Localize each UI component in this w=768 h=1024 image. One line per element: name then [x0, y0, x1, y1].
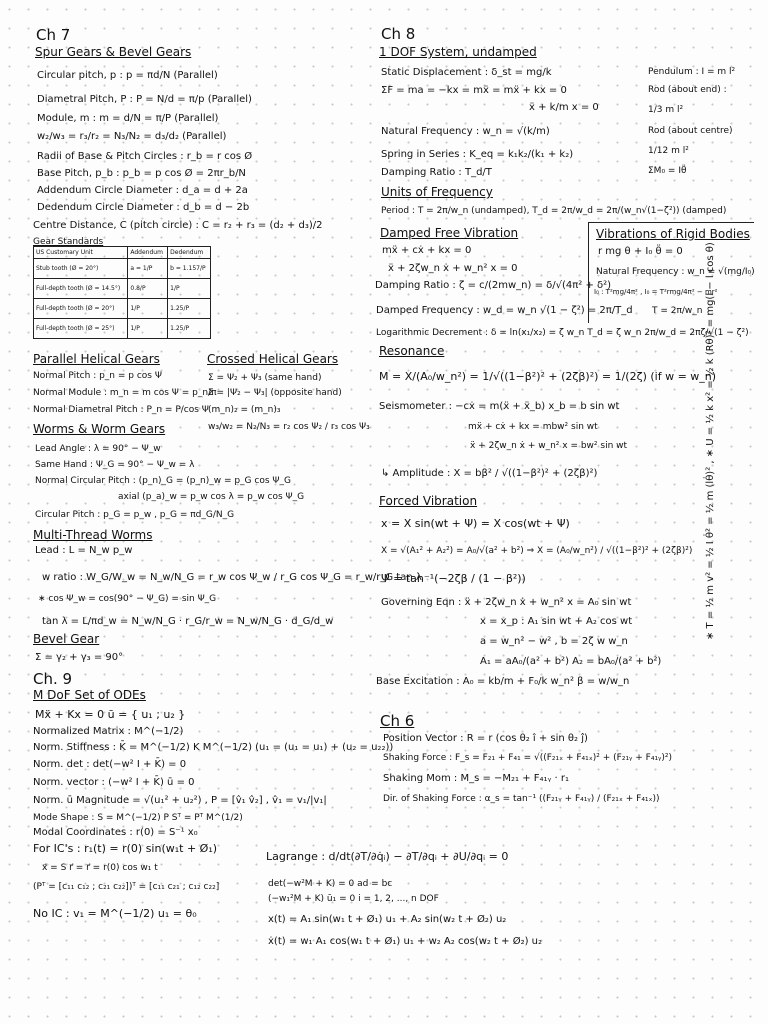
gear-ratio-line: w₂/w₃ = r₃/r₂ = N₃/N₂ = d₃/d₂ (Parallel) [37, 131, 227, 142]
table-cell: 1/P [128, 319, 168, 339]
shaking-force-line: Shaking Force : F_s = F₂₁ + F₄₁ = √((F₂₁ₓ + F₄₁ₓ)² + (F₂₁ᵧ + F₄₁ᵧ)²) [383, 753, 673, 763]
diametral-pitch-line: Diametral Pitch, P : P = N/d = π/p (Parallel) [37, 94, 252, 105]
energy-expressions-vertical: ∗ T = ½ m v² = ½ I θ̇² = ½ m (lθ̇)² , ∗ U = ½ k x² = ½ k (Rθ)² = mg(l − l cos θ) [705, 242, 716, 640]
table-cell: 1/P [128, 299, 168, 319]
circular-pitch-line: Circular pitch, p : p = πd/N (Parallel) [37, 70, 218, 81]
table-cell: b = 1.157/P [168, 259, 211, 279]
table-header-row [34, 247, 211, 259]
addendum-line: Addendum Circle Diameter : d_a = d + 2a [37, 185, 248, 196]
ch9-title: Ch. 9 [33, 670, 73, 688]
lagrange-equation: Lagrange : d/dt(∂T/∂q̇ᵢ) − ∂T/∂qᵢ + ∂U/∂qᵢ = 0 [266, 850, 509, 863]
forced-line-1: x = X sin(wt + Ψ) = X cos(wt + Ψ) [381, 517, 570, 530]
mdof-heading: M DoF Set of ODEs [33, 688, 146, 702]
rigid-bodies-heading: Vibrations of Rigid Bodies [596, 227, 750, 241]
newton-line: ΣF = ma = −kx = mẍ = mẍ + kx = 0 [381, 85, 567, 96]
seismometer-eq-2: ẍ + 2ζw_n ẋ + w_n² x = bw² sin wt [470, 441, 628, 451]
ch6-title: Ch 6 [380, 712, 415, 730]
crossed-helical-heading: Crossed Helical Gears [207, 352, 339, 366]
damped-frequency-line: Damped Frequency : w_d = w_n √(1 − ζ²) = 2π/T_d [376, 305, 633, 316]
seismometer-line: Seismometer : −cẋ = m(ẍ + ẍ_b) x_b = b sin wt [379, 401, 620, 412]
a1-a2-line: A₁ = aA₀/(a² + b²) A₂ = bA₀/(a² + b²) [480, 656, 662, 667]
ch8-title: Ch 8 [381, 25, 416, 43]
same-hand-line: Same Hand : Ψ_G = 90° − Ψ_w = λ [35, 460, 195, 470]
ch7-title: Ch 7 [36, 26, 71, 44]
tan-lambda-line: tan λ = L/πd_w = N_w/N_G · r_G/r_w = N_w/N_G · d_G/d_w [42, 616, 334, 627]
dedendum-line: Dedendum Circle Diameter : d_b = d − 2b [37, 202, 250, 213]
rod-end-label: Rod (about end) : [648, 85, 727, 95]
ch9-line-6: Norm. ū Magnitude = √(u₁² + u₂²) , P = [v̂₁ v̂₂] , v̂₁ = v₁/|v₁| [33, 795, 327, 806]
ch9-line-10: x⃗ = S r⃗ = r⃗ = r(0) cos w₁ t [42, 863, 158, 873]
table-header: Addendum [128, 247, 168, 259]
pendulum-line: Pendulum : I = m l² [648, 67, 736, 77]
natural-frequency-line: Natural Frequency : w_n = √(k/m) [381, 126, 550, 137]
table-cell: Full-depth tooth (Ø = 25°) [34, 319, 128, 339]
rod-centre-inertia: 1/12 m l² [648, 146, 689, 156]
position-vector-line: Position Vector : R = r (cos θ₂ î + sin θ₂ ĵ) [383, 733, 588, 744]
crossed-module: (m_n)₂ = (m_n)₃ [208, 405, 281, 415]
shaking-force-direction-line: Dir. of Shaking Force : α_s = tan⁻¹ ((F₂₁ᵧ + F₄₁ᵧ) / (F₂₁ₓ + F₄₁ₓ)) [383, 794, 660, 804]
w-ratio-line: w ratio : W_G/W_w = N_w/N_G = r_w cos Ψ_w / r_G cos Ψ_G = r_w/r_G tan λ [42, 572, 422, 583]
normal-module-line: Normal Module : m_n = m cos Ψ = p_n/π [33, 388, 217, 398]
eom-line: ẍ + k/m x = 0 [529, 102, 599, 113]
gear-standards-table [33, 246, 211, 339]
rod-centre-label: Rod (about centre) [648, 126, 733, 136]
crossed-same-hand: Σ = Ψ₂ + Ψ₃ (same hand) [208, 373, 322, 383]
cos-psi-line: ∗ cos Ψ_w = cos(90° − Ψ_G) = sin Ψ_G [38, 594, 217, 604]
table-cell: Full-depth tooth (Ø = 20°) [34, 299, 128, 319]
damped-eq-2: ẍ + 2ζw_n ẋ + w_n² x = 0 [388, 263, 518, 274]
table-row [34, 299, 211, 319]
damped-free-vibration-heading: Damped Free Vibration [380, 226, 519, 240]
rod-end-inertia: 1/3 m l² [648, 105, 684, 115]
table-cell: a = 1/P [128, 259, 168, 279]
rigid-inertia: I₀ : T²mg/4π² , I₀ = T²rmg/4π² − mr² [594, 288, 718, 296]
table-header: Dedendum [168, 247, 211, 259]
spring-series-line: Spring in Series : K_eq = k₁k₂/(k₁ + k₂) [381, 149, 574, 160]
table-row [34, 259, 211, 279]
static-displacement-line: Static Displacement : δ_st = mg/k [381, 67, 552, 78]
gear-standards-label: Gear Standards [33, 237, 104, 247]
forced-line-2: X = √(A₁² + A₂²) = A₀/√(a² + b²) ⇒ X = (A₀/w_n²) / √((1−β²)² + (2ζβ)²) [381, 546, 693, 556]
worm-circular-pitch-line: Circular Pitch : p_G = p_w , p_G = πd_G/N_G [35, 510, 235, 520]
normal-diametral-line: Normal Diametral Pitch : P_n = P/cos Ψ [33, 405, 209, 415]
crossed-opposite-hand: Σ = |Ψ₂ − Ψ₃| (opposite hand) [208, 388, 342, 398]
normal-circular-pitch-line: Normal Circular Pitch : (p_n)_G = (p_n)_w = p_G cos Ψ_G [35, 476, 291, 486]
governing-eqn-line: Governing Eqn : ẍ + 2ζw_n ẋ + w_n² x = A₀ sin wt [381, 597, 632, 608]
lead-line: Lead : L = N_w p_w [35, 545, 133, 556]
lead-angle-line: Lead Angle : λ = 90° − Ψ_w [35, 444, 161, 454]
ch9-line-8: Modal Coordinates : r(0) = S⁻¹ x₀ [33, 827, 198, 838]
crossed-ratio: w₃/w₂ = N₂/N₃ = r₂ cos Ψ₂ / r₃ cos Ψ₃ [208, 422, 370, 432]
multithread-heading: Multi-Thread Worms [33, 528, 153, 542]
rigid-period: T = 2π/w_n [652, 306, 703, 316]
table-cell: Stub tooth (Ø = 20°) [34, 259, 128, 279]
damping-ratio-line: Damping Ratio : ζ = c/(2mw_n) = δ/√(4π² + δ²) [375, 280, 612, 291]
lagrange-line-3: x(t) = A₁ sin(w₁ t + Ø₁) u₁ + A₂ sin(w₂ t + Ø₂) u₂ [268, 914, 507, 925]
bevel-gear-line: Σ = γ₂ + γ₃ = 90° [35, 652, 124, 663]
table-cell: 1.25/P [168, 319, 211, 339]
ch9-line-12: No IC : v₁ = M^(−1/2) u₁ = θ₀ [33, 907, 197, 920]
ch9-line-1: Mẍ + Kx = 0 ū = { u₁ ; u₂ } [35, 708, 186, 721]
table-cell: Full-depth tooth (Ø = 14.5°) [34, 279, 128, 299]
axial-pitch-line: axial (p_a)_w = p_w cos λ = p_w cos Ψ_G [118, 492, 305, 502]
forced-line-3: Ψ = tan⁻¹(−2ζβ / (1 − β²)) [381, 572, 526, 585]
table-header: US Customary Unit [34, 247, 128, 259]
table-cell: 1.25/P [168, 299, 211, 319]
lagrange-line-1: det(−w²M + K) = 0 ad = bc [268, 879, 393, 889]
lagrange-line-2: (−w₁²M + K) ū₁ = 0 i = 1, 2, ..., n DOF [268, 894, 439, 904]
log-decrement-line: Logarithmic Decrement : δ = ln(x₁/x₂) = ζ w_n T_d = ζ w_n 2π/w_d = 2πζ/√(1 − ζ²) [376, 328, 749, 338]
table-row [34, 319, 211, 339]
table-cell: 0.8/P [128, 279, 168, 299]
rigid-eq-1: r mg θ + I₀ θ̈ = 0 [598, 246, 683, 257]
base-excitation-line: Base Excitation : A₀ = kb/m + F₀/k w_n² β = w/w_n [376, 676, 630, 687]
moment-sum-line: ΣM₀ = Iθ̈ [648, 166, 687, 176]
particular-solution-line: x = x_p : A₁ sin wt + A₂ cos wt [480, 616, 633, 627]
table-row [34, 279, 211, 299]
normal-pitch-line: Normal Pitch : p_n = p cos Ψ [33, 371, 162, 381]
ch9-line-4: Norm. det : det(−w² I + K̄) = 0 [33, 759, 187, 770]
rigid-natural-frequency: Natural Frequency : w_n = √(mg/I₀) [596, 267, 755, 277]
base-pitch-line: Base Pitch, p_b : p_b = p cos Ø = 2πr_b/N [37, 168, 246, 179]
parallel-helical-heading: Parallel Helical Gears [33, 352, 160, 366]
resonance-heading: Resonance [379, 344, 445, 358]
ch9-line-7: Mode Shape : S = M^(−1/2) P Sᵀ = Pᵀ M^(1/2) [33, 813, 243, 823]
lagrange-line-4: ẋ(t) = w₁ A₁ cos(w₁ t + Ø₁) u₁ + w₂ A₂ cos(w₂ t + Ø₂) u₂ [268, 936, 543, 947]
damping-ratio-td-line: Damping Ratio : T_d/T [381, 167, 492, 178]
a-b-line: a = w_n² − w² , b = 2ζ w w_n [480, 636, 628, 647]
module-line: Module, m : m = d/N = π/P (Parallel) [37, 113, 219, 124]
period-line: Period : T = 2π/w_n (undamped), T_d = 2π/w_d = 2π/(w_n√(1−ζ²)) (damped) [381, 206, 727, 216]
ch9-line-11: (Pᵀ = [c₁₁ c₁₂ ; c₂₁ c₂₂])ᵀ = [c₁₁ c₂₁ ; c₁₂ c₂₂] [33, 882, 220, 892]
ch9-line-2: Normalized Matrix : M^(−1/2) [33, 726, 184, 737]
table-cell: 1/P [168, 279, 211, 299]
shaking-moment-line: Shaking Mom : M_s = −M₂₁ + F₄₁ᵧ · r₁ [383, 773, 569, 784]
ch9-line-5: Norm. vector : (−w² I + K̄) ū = 0 [33, 777, 195, 788]
radii-line: Radii of Base & Pitch Circles : r_b = r cos Ø [37, 151, 253, 162]
magnification-line: M = X/(A₀/w_n²) = 1/√((1−β²)² + (2ζβ)²) = 1/(2ζ) (if w = w_n) [379, 370, 717, 383]
damped-eq-1: mẍ + cẋ + kx = 0 [382, 245, 472, 256]
forced-vibration-heading: Forced Vibration [379, 494, 478, 508]
ch9-line-9: For IC's : r₁(t) = r(0) sin(w₁t + Ø₁) [33, 842, 218, 855]
centre-distance-line: Centre Distance, C (pitch circle) : C = r₂ + r₃ = (d₂ + d₃)/2 [33, 220, 323, 231]
worms-heading: Worms & Worm Gears [33, 422, 166, 436]
amplitude-line: ↳ Amplitude : X = bβ² / √((1−β²)² + (2ζβ)²) [381, 468, 598, 479]
units-of-frequency-heading: Units of Frequency [381, 185, 493, 199]
one-dof-heading: 1 DOF System, undamped [379, 45, 537, 59]
bevel-gear-heading: Bevel Gear [33, 632, 100, 646]
seismometer-eq-1: mẍ + cẋ + kx = mbw² sin wt [468, 422, 598, 432]
spur-gears-heading: Spur Gears & Bevel Gears [35, 45, 192, 59]
ch9-line-3: Norm. Stiffness : K̄ = M^(−1/2) K M^(−1/2) (u₁ = (u₁ = u₁) + (u₂ = u₂₂)) [33, 742, 394, 753]
